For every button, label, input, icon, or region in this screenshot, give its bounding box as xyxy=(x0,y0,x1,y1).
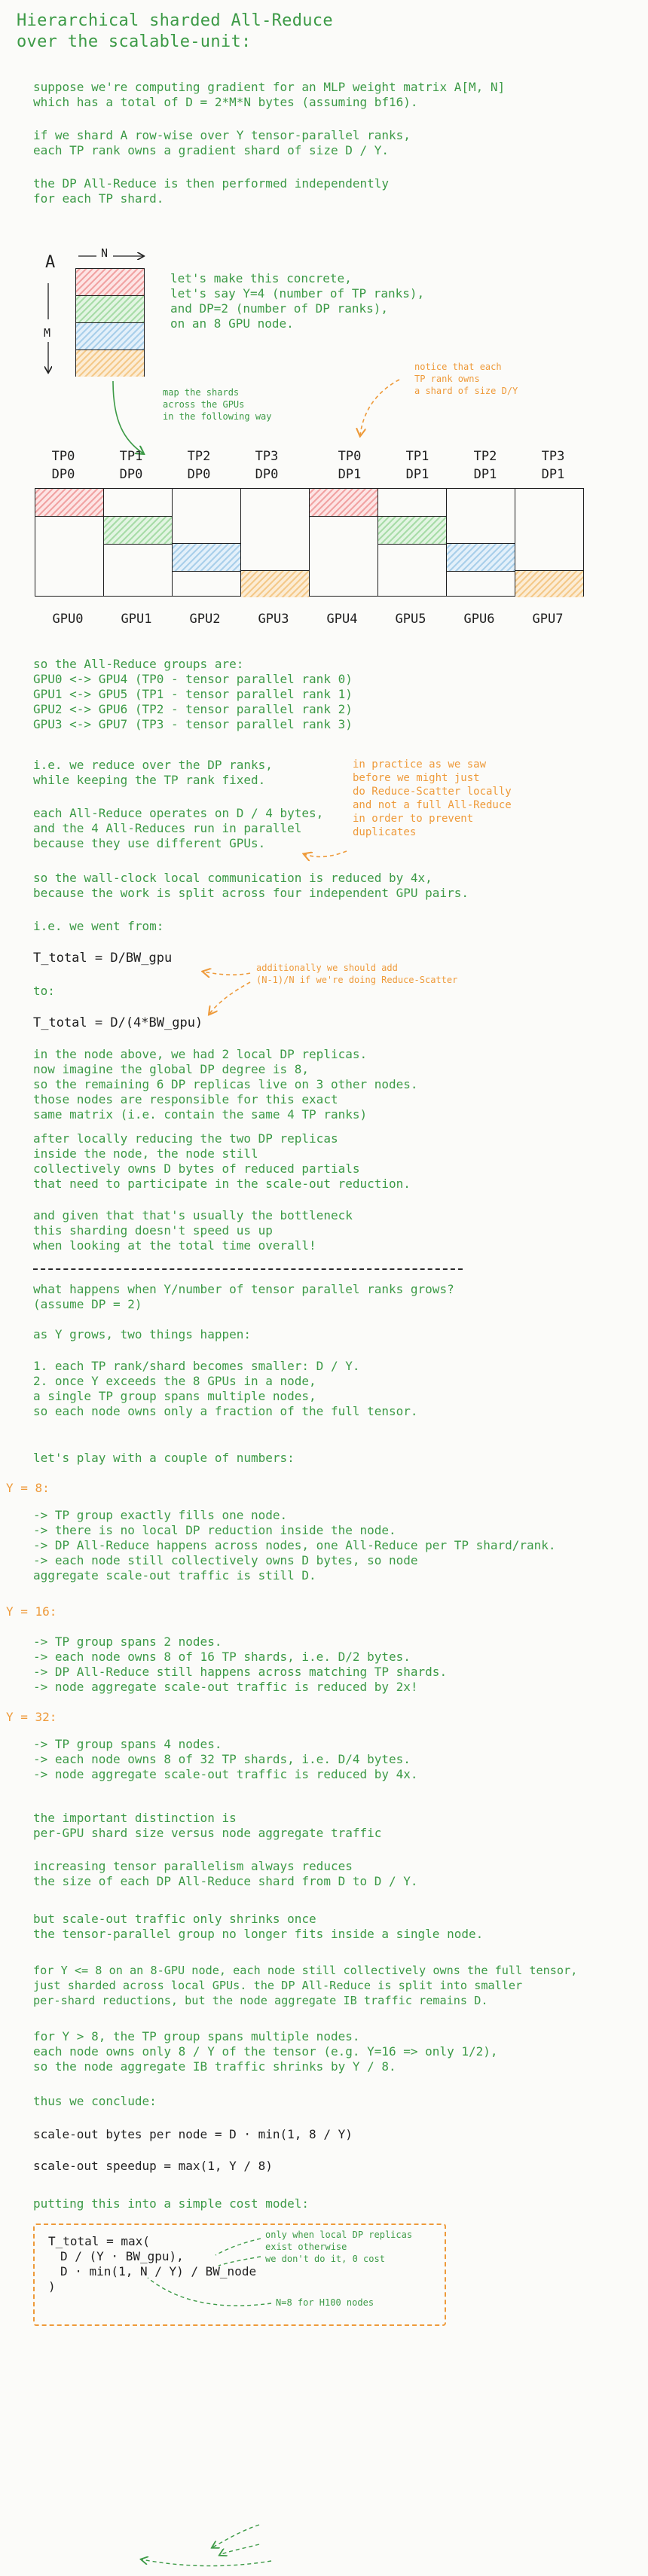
note-rs-line: in order to prevent xyxy=(353,813,474,825)
y32-item: -> TP group spans 4 nodes. xyxy=(33,1737,222,1751)
gpu-tp-label: TP3 xyxy=(255,449,279,464)
gpu-dp-label: DP1 xyxy=(405,467,429,482)
gpu-name: GPU7 xyxy=(532,612,564,627)
but-line: the tensor-parallel group no longer fits inside a single node. xyxy=(33,1927,484,1941)
conclude: thus we conclude: xyxy=(33,2094,157,2108)
gpu-dp-label: DP1 xyxy=(473,467,497,482)
each-op-line: and the 4 All-Reduces run in parallel xyxy=(33,821,302,835)
gpu-tp-label: TP1 xyxy=(119,449,143,464)
group-line: GPU0 <-> GPU4 (TP0 - tensor parallel rank 0) xyxy=(33,672,353,686)
gpu-tp-label: TP1 xyxy=(405,449,429,464)
wallclock-line: so the wall-clock local communication is reduced by 4x, xyxy=(33,871,433,885)
cost-model-line: T_total = max( xyxy=(48,2234,150,2248)
note-rs-line: and not a full All-Reduce xyxy=(353,799,512,811)
page-title-line-1: Hierarchical sharded All-Reduce xyxy=(17,11,333,30)
note-additional-line: (N-1)/N if we're doing Reduce-Scatter xyxy=(256,975,458,985)
cost-arrow-b xyxy=(219,2257,261,2266)
concrete-line: and DP=2 (number of DP ranks), xyxy=(170,301,388,316)
y8-item: -> each node still collectively owns D bytes, so node xyxy=(33,1553,418,1567)
reduce-over-line: while keeping the TP rank fixed. xyxy=(33,773,266,787)
grow-list-item: 2. once Y exceeds the 8 GPUs in a node, xyxy=(33,1374,316,1388)
y16-item: -> DP All-Reduce still happens across matching TP shards. xyxy=(33,1665,448,1679)
eq-bytes-per-node: scale-out bytes per node = D · min(1, 8 / Y) xyxy=(33,2127,353,2141)
cost-intro: putting this into a simple cost model: xyxy=(33,2196,310,2211)
grow-list-item: a single TP group spans multiple nodes, xyxy=(33,1389,316,1403)
note-rs-line: duplicates xyxy=(353,826,417,838)
concrete-line: let's say Y=4 (number of TP ranks), xyxy=(170,286,425,301)
note-tp-line: TP rank owns xyxy=(414,374,480,384)
y16-item: -> each node owns 8 of 16 TP shards, i.e. D/2 bytes. xyxy=(33,1650,411,1664)
group-line: GPU2 <-> GPU6 (TP2 - tensor parallel rank 2) xyxy=(33,702,353,716)
cost-model-line: ) xyxy=(48,2279,56,2294)
bottleneck-line: and given that that's usually the bottleneck xyxy=(33,1208,353,1222)
bottleneck-line: this sharding doesn't speed us up xyxy=(33,1223,273,1238)
after-para-line: after locally reducing the two DP replicas xyxy=(33,1131,338,1146)
note-map-line: map the shards xyxy=(163,387,240,398)
to-label: to: xyxy=(33,984,55,998)
for-le8-line: just sharded across local GPUs. the DP All-Reduce is split into smaller xyxy=(33,1979,523,1992)
gpu-dp-label: DP0 xyxy=(187,467,211,482)
note-rs-line: do Reduce-Scatter locally xyxy=(353,786,512,798)
y16-item: -> node aggregate scale-out traffic is reduced by 2x! xyxy=(33,1680,418,1694)
bottleneck-line: when looking at the total time overall! xyxy=(33,1238,316,1253)
note-only-line: exist otherwise xyxy=(265,2242,347,2252)
gpu-name: GPU5 xyxy=(395,612,426,627)
note-only-line: only when local DP replicas xyxy=(265,2230,413,2240)
node-para-line: now imagine the global DP degree is 8, xyxy=(33,1062,310,1076)
after-para-line: inside the node, the node still xyxy=(33,1146,258,1161)
intro-line: each TP rank owns a gradient shard of size D / Y. xyxy=(33,143,390,157)
note-n8: N=8 for H100 nodes xyxy=(276,2297,374,2308)
groups-heading: so the All-Reduce groups are: xyxy=(33,657,244,671)
intro-line: the DP All-Reduce is then performed independently xyxy=(33,176,390,191)
y8-item: aggregate scale-out traffic is still D. xyxy=(33,1568,316,1583)
y8-item: -> DP All-Reduce happens across nodes, one All-Reduce per TP shard/rank. xyxy=(33,1538,556,1552)
grow-question: what happens when Y/number of tensor parallel ranks grows? xyxy=(33,1282,454,1296)
grow-list-item: 1. each TP rank/shard becomes smaller: D / Y. xyxy=(33,1359,360,1373)
formula-after: T_total = D/(4*BW_gpu) xyxy=(33,1015,203,1030)
gpu-tp-label: TP0 xyxy=(338,449,362,464)
node-para-line: in the node above, we had 2 local DP replicas. xyxy=(33,1047,368,1061)
y8-label: Y = 8: xyxy=(6,1481,50,1495)
gpu-dp-label: DP0 xyxy=(51,467,75,482)
formula-before: T_total = D/BW_gpu xyxy=(33,951,173,966)
went-from: i.e. we went from: xyxy=(33,919,164,933)
each-op-line: because they use different GPUs. xyxy=(33,836,266,850)
gpu-dp-label: DP1 xyxy=(338,467,362,482)
intro-line: suppose we're computing gradient for an MLP weight matrix A[M, N] xyxy=(33,80,506,94)
play-heading: let's play with a couple of numbers: xyxy=(33,1451,295,1465)
for-gt8-line: so the node aggregate IB traffic shrinks by Y / 8. xyxy=(33,2059,396,2074)
wallclock-line: because the work is split across four independent GPU pairs. xyxy=(33,886,469,900)
group-line: GPU1 <-> GPU5 (TP1 - tensor parallel rank 1) xyxy=(33,687,353,701)
gpu-dp-label: DP1 xyxy=(541,467,565,482)
gpu-tp-label: TP0 xyxy=(51,449,75,464)
reduce-over-line: i.e. we reduce over the DP ranks, xyxy=(33,758,273,772)
node-para-line: so the remaining 6 DP replicas live on 3 other nodes. xyxy=(33,1077,418,1091)
note-rs-line: before we might just xyxy=(353,772,480,784)
grow-intro: as Y grows, two things happen: xyxy=(33,1327,251,1341)
note-tp-line: a shard of size D/Y xyxy=(414,386,518,396)
gpu-name: GPU2 xyxy=(189,612,221,627)
note-only-line: we don't do it, 0 cost xyxy=(265,2254,385,2264)
note-tp-line: notice that each xyxy=(414,362,502,372)
gpu-tp-label: TP3 xyxy=(541,449,565,464)
for-gt8-line: for Y > 8, the TP group spans multiple nodes. xyxy=(33,2029,360,2043)
intro-line: which has a total of D = 2*M*N bytes (assuming bf16). xyxy=(33,95,418,109)
y16-label: Y = 16: xyxy=(6,1604,57,1619)
eq-speedup: scale-out speedup = max(1, Y / 8) xyxy=(33,2159,273,2173)
y8-item: -> there is no local DP reduction inside the node. xyxy=(33,1523,396,1537)
matrix-m-label: M xyxy=(44,326,51,340)
y32-label: Y = 32: xyxy=(6,1710,57,1724)
gpu-tp-label: TP2 xyxy=(187,449,211,464)
matrix-n-label: N xyxy=(101,246,109,260)
page-title-line-2: over the scalable-unit: xyxy=(17,32,252,51)
y8-item: -> TP group exactly fills one node. xyxy=(33,1508,288,1522)
concrete-line: on an 8 GPU node. xyxy=(170,316,294,331)
but-line: but scale-out traffic only shrinks once xyxy=(33,1912,316,1926)
each-op-line: each All-Reduce operates on D / 4 bytes, xyxy=(33,806,324,820)
matrix-label: A xyxy=(45,253,56,272)
grow-question: (assume DP = 2) xyxy=(33,1297,142,1311)
distinction-line: the important distinction is xyxy=(33,1811,237,1825)
for-le8-line: per-shard reductions, but the node aggregate IB traffic remains D. xyxy=(33,1994,488,2007)
node-para-line: those nodes are responsible for this exact xyxy=(33,1092,338,1106)
for-le8-line: for Y <= 8 on an 8-GPU node, each node still collectively owns the full tensor, xyxy=(33,1964,578,1977)
note-rs-line: in practice as we saw xyxy=(353,758,487,771)
for-gt8-line: each node owns only 8 / Y of the tensor (e.g. Y=16 => only 1/2), xyxy=(33,2044,498,2059)
gpu-name: GPU3 xyxy=(258,612,289,627)
intro-line: for each TP shard. xyxy=(33,191,164,206)
node-para-line: same matrix (i.e. contain the same 4 TP ranks) xyxy=(33,1107,368,1122)
group-line: GPU3 <-> GPU7 (TP3 - tensor parallel rank 3) xyxy=(33,717,353,731)
intro-line: if we shard A row-wise over Y tensor-parallel ranks, xyxy=(33,128,411,142)
note-additional-line: additionally we should add xyxy=(256,963,398,973)
y32-item: -> node aggregate scale-out traffic is reduced by 4x. xyxy=(33,1767,418,1781)
increasing-line: increasing tensor parallelism always reduces xyxy=(33,1859,353,1873)
cost-arrow-c xyxy=(148,2278,271,2306)
gpu-name: GPU1 xyxy=(121,612,152,627)
note-map-line: across the GPUs xyxy=(163,399,245,410)
after-para-line: that need to participate in the scale-out reduction. xyxy=(33,1177,411,1191)
cost-model-line: D / (Y · BW_gpu), xyxy=(60,2249,184,2263)
note-map-line: in the following way xyxy=(163,411,272,422)
cost-arrow-a xyxy=(215,2239,261,2255)
y16-item: -> TP group spans 2 nodes. xyxy=(33,1634,222,1649)
increasing-line: the size of each DP All-Reduce shard from D to D / Y. xyxy=(33,1874,418,1888)
cost-model-line: D · min(1, N / Y) / BW_node xyxy=(60,2264,257,2278)
y32-item: -> each node owns 8 of 32 TP shards, i.e. D/4 bytes. xyxy=(33,1752,411,1766)
after-para-line: collectively owns D bytes of reduced partials xyxy=(33,1161,360,1176)
gpu-tp-label: TP2 xyxy=(473,449,497,464)
distinction-line: per-GPU shard size versus node aggregate traffic xyxy=(33,1826,382,1840)
concrete-line: let's make this concrete, xyxy=(170,271,352,285)
gpu-name: GPU0 xyxy=(52,612,84,627)
gpu-dp-label: DP0 xyxy=(119,467,143,482)
gpu-name: GPU6 xyxy=(463,612,495,627)
gpu-name: GPU4 xyxy=(326,612,358,627)
gpu-dp-label: DP0 xyxy=(255,467,279,482)
grow-list-item: so each node owns only a fraction of the full tensor. xyxy=(33,1404,418,1418)
